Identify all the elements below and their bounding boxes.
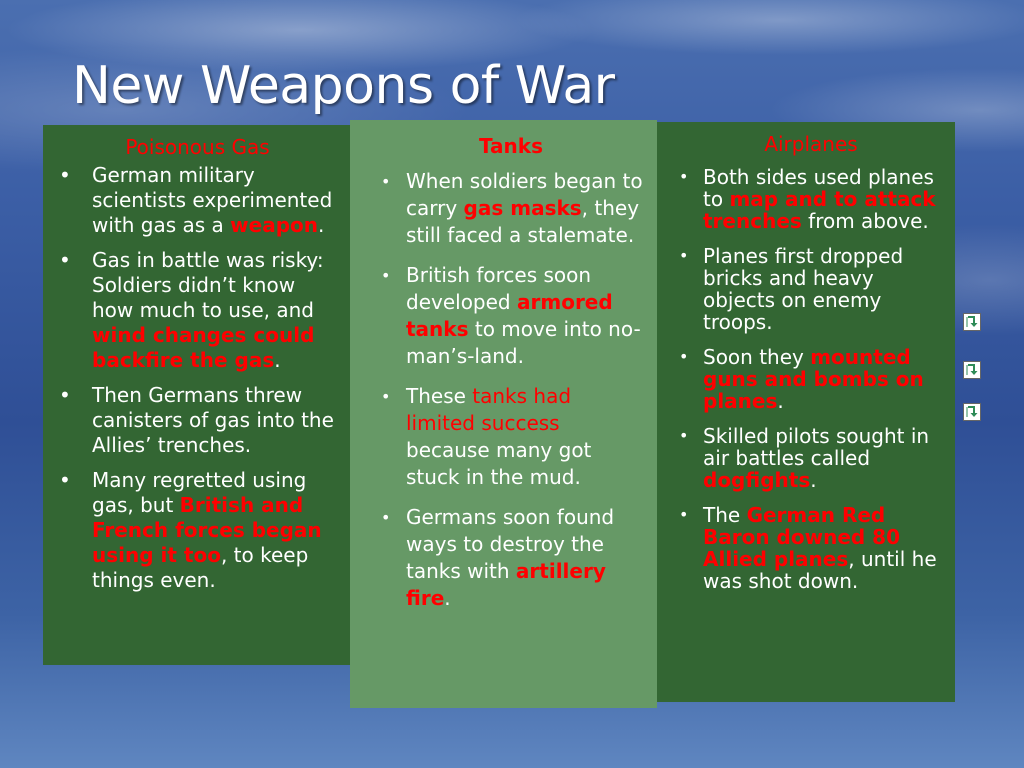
list-item (377, 383, 645, 491)
list-item (55, 468, 340, 593)
airplanes-heading: Airplanes (764, 132, 858, 156)
bullet-end: . (274, 348, 281, 372)
return-arrow-icon[interactable] (963, 403, 981, 421)
bullet-text: Germans soon found ways to destroy the tanks with (406, 505, 615, 583)
tanks-heading: Tanks (478, 134, 543, 158)
return-arrow-icon[interactable] (963, 313, 981, 331)
list-item (677, 504, 945, 592)
highlight-text: weapon (230, 213, 319, 237)
slide-title: New Weapons of War (72, 56, 615, 116)
bullet-text: Many regretted using gas, but (92, 468, 307, 517)
bullet-end: . (318, 213, 325, 237)
bullet-text: Gas in battle was risky: Soldiers didn’t know how much to use, and (92, 248, 324, 322)
bullet-end: because many got stuck in the mud. (406, 438, 592, 489)
bullet-end: from above. (801, 209, 929, 233)
list-item (677, 166, 945, 232)
bullet-text: British forces soon developed (406, 263, 592, 314)
bullet-end: , they still faced a stalemate. (406, 196, 640, 247)
list-item (377, 504, 645, 612)
bullet-text: Both sides used planes to (703, 165, 934, 211)
bullet-end: . (777, 389, 784, 413)
bullet-text: Skilled pilots sought in air battles called (703, 424, 930, 470)
return-arrow-icon[interactable] (963, 361, 981, 379)
bullet-text: German military scientists experimented with gas as a (92, 163, 333, 237)
airplanes-list (677, 166, 945, 592)
list-item (677, 245, 945, 333)
poisonous-gas-list (55, 163, 340, 593)
highlight-text: British and French forces began using it too (92, 493, 322, 567)
bullet-end: to move into no-man’s-land. (406, 317, 641, 368)
highlight-text: dogfights (703, 468, 811, 492)
highlight-text: armored tanks (406, 290, 613, 341)
highlight-text: tanks had limited success (406, 384, 572, 435)
bullet-end: , to keep things even. (92, 543, 309, 592)
bullet-end: , until he was shot down. (703, 547, 937, 593)
highlight-text: mounted guns and bombs on planes (703, 345, 924, 413)
airplanes-box (657, 122, 955, 702)
list-item (55, 383, 340, 458)
tanks-box (350, 120, 657, 708)
bullet-text: When soldiers began to carry (406, 169, 643, 220)
poisonous-gas-heading: Poisonous Gas (125, 135, 270, 159)
bullet-text: These (406, 384, 473, 408)
bullet-text: Planes first dropped bricks and heavy objects on enemy troops. (703, 244, 904, 334)
highlight-text: German Red Baron downed 80 Allied planes (703, 503, 900, 571)
list-item (677, 425, 945, 491)
highlight-text: gas masks (463, 196, 582, 220)
list-item (677, 346, 945, 412)
bullet-text: Then Germans threw canisters of gas into the Allies’ trenches. (92, 383, 334, 457)
highlight-text: artillery fire (406, 559, 606, 610)
tanks-list (377, 168, 645, 612)
bullet-text: Soon they (703, 345, 811, 369)
bullet-end: . (444, 586, 451, 610)
highlight-text: map and to attack trenches (703, 187, 936, 233)
list-item (55, 248, 340, 373)
bullet-end: . (810, 468, 817, 492)
highlight-text: wind changes could backfire the gas (92, 323, 315, 372)
list-item (55, 163, 340, 238)
list-item (377, 262, 645, 370)
poisonous-gas-box (43, 125, 350, 665)
list-item (377, 168, 645, 249)
bullet-text: The (703, 503, 747, 527)
